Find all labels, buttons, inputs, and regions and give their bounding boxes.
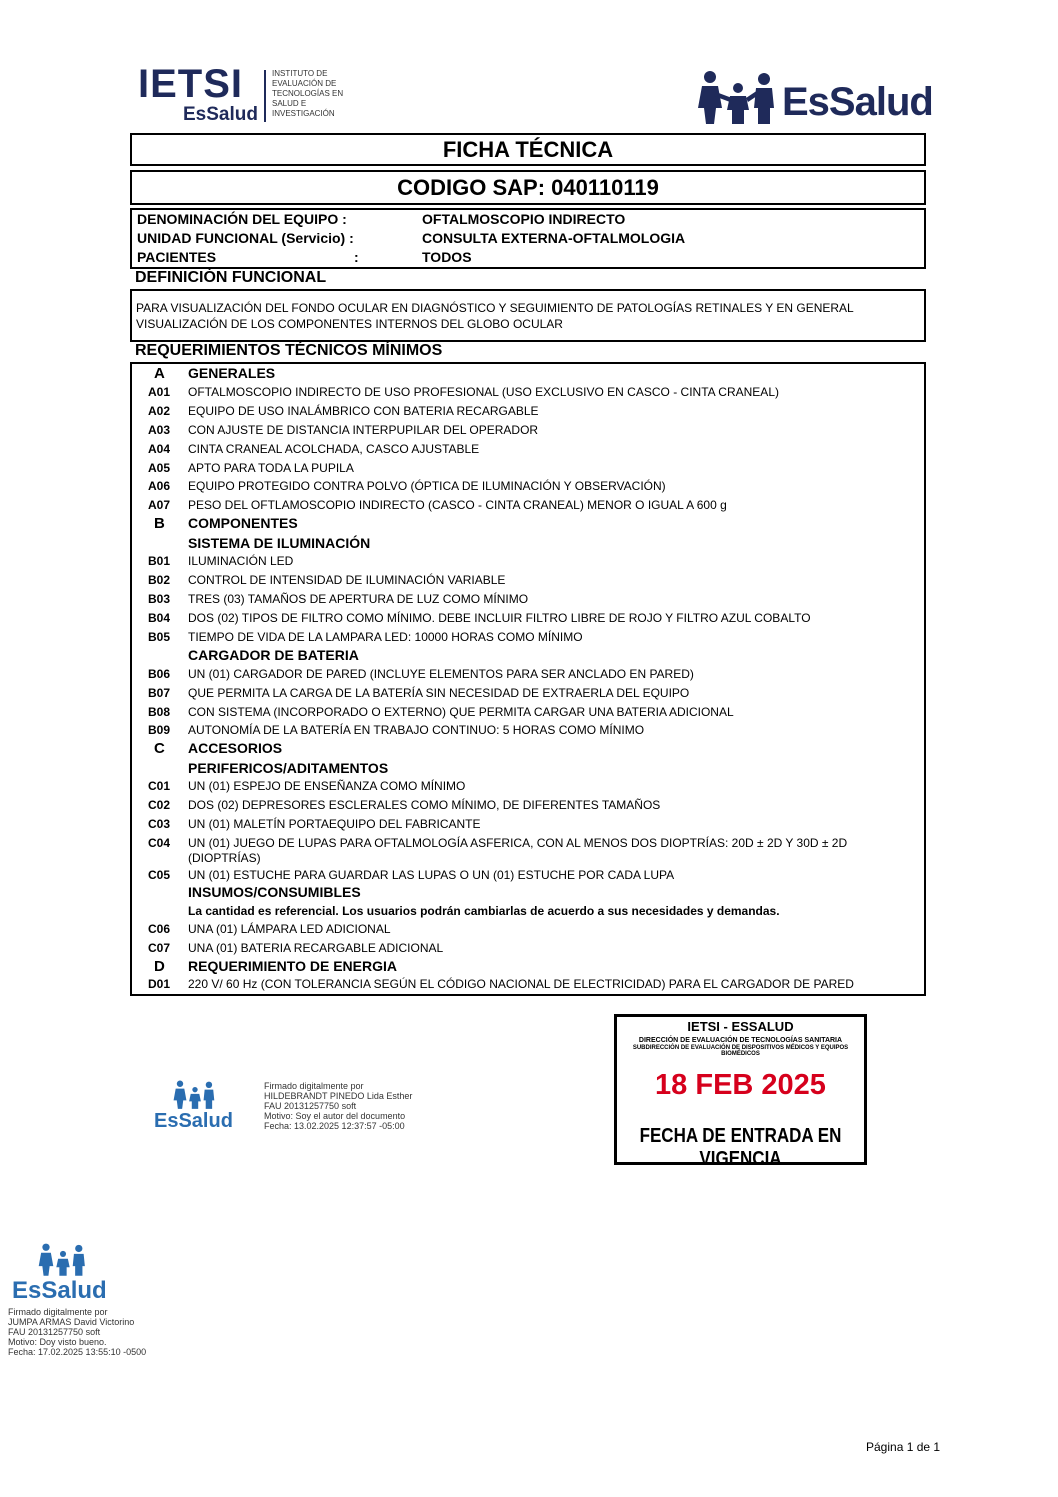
ietsi-logo-sub: EsSalud (183, 104, 258, 125)
signature-line: Fecha: 13.02.2025 12:37:57 -05:00 (264, 1121, 405, 1131)
signature-line: Fecha: 17.02.2025 13:55:10 -0500 (8, 1347, 147, 1357)
item-code: A06 (148, 479, 171, 493)
family-icon (36, 1243, 90, 1277)
item-text: UN (01) JUEGO DE LUPAS PARA OFTALMOLOGÍA ASFERICA, CON AL MENOS DOS DIOPTRÍAS: 20D ± 2D Y 30D ± 2D (188, 836, 848, 850)
item-text-continued: (DIOPTRÍAS) (188, 851, 261, 865)
section-letter: D (154, 958, 165, 975)
section-letter: C (154, 740, 165, 757)
item-code: A03 (148, 423, 171, 437)
essalud-logo-text: EsSalud (782, 80, 933, 124)
item-text: UN (01) CARGADOR DE PARED (INCLUYE ELEMENTOS PARA SER ANCLADO EN PARED) (188, 667, 694, 681)
section-title: ACCESORIOS (188, 740, 283, 756)
item-code: C03 (148, 817, 171, 831)
item-code: C05 (148, 868, 171, 882)
item-text: TIEMPO DE VIDA DE LA LAMPARA LED: 10000 HORAS COMO MÍNIMO (188, 630, 583, 644)
ietsi-logo (138, 62, 358, 126)
signature-line: HILDEBRANDT PINEDO Lida Esther (264, 1091, 413, 1101)
info-label: PACIENTES (137, 249, 217, 265)
requirements-box (130, 362, 926, 996)
subsection-title: CARGADOR DE BATERIA (188, 647, 359, 663)
section-title: GENERALES (188, 365, 276, 381)
signature2-logo-text: EsSalud (12, 1277, 107, 1304)
item-code: B04 (148, 611, 171, 625)
item-text: EQUIPO PROTEGIDO CONTRA POLVO (ÓPTICA DE ILUMINACIÓN Y OBSERVACIÓN) (188, 479, 666, 493)
requirements-heading: REQUERIMIENTOS TÉCNICOS MÍNIMOS (135, 342, 443, 359)
sap-code: CODIGO SAP: 040110119 (130, 170, 926, 205)
stamp-org: IETSI - ESSALUD (687, 1019, 794, 1034)
info-label: UNIDAD FUNCIONAL (Servicio) : (137, 230, 354, 246)
info-value: CONSULTA EXTERNA-OFTALMOLOGIA (422, 230, 686, 246)
item-code: B07 (148, 686, 171, 700)
family-icon (698, 70, 778, 126)
logo-divider (264, 70, 266, 122)
item-text: PESO DEL OFTLAMOSCOPIO INDIRECTO (CASCO - CINTA CRANEAL) MENOR O IGUAL A 600 g (188, 498, 727, 512)
definition-heading: DEFINICIÓN FUNCIONAL (135, 269, 327, 286)
signature-line: FAU 20131257750 soft (8, 1327, 101, 1337)
item-text: EQUIPO DE USO INALÁMBRICO CON BATERIA RECARGABLE (188, 404, 539, 418)
item-text: UN (01) MALETÍN PORTAEQUIPO DEL FABRICANTE (188, 817, 481, 831)
item-text: DOS (02) TIPOS DE FILTRO COMO MÍNIMO. DEBE INCLUIR FILTRO LIBRE DE ROJO Y FILTRO AZUL COBALTO (188, 611, 811, 625)
item-text: 220 V/ 60 Hz (CON TOLERANCIA SEGÚN EL CÓDIGO NACIONAL DE ELECTRICIDAD) PARA EL CARGADOR DE PARED (188, 977, 854, 991)
signature2-logo (12, 1243, 132, 1305)
family-icon (172, 1080, 218, 1110)
info-row (137, 229, 354, 248)
item-code: C07 (148, 941, 171, 955)
item-code: A02 (148, 404, 171, 418)
item-text: OFTALMOSCOPIO INDIRECTO DE USO PROFESIONAL (USO EXCLUSIVO EN CASCO - CINTA CRANEAL) (188, 385, 779, 399)
info-label: DENOMINACIÓN DEL EQUIPO : (137, 211, 347, 227)
definition-text: PARA VISUALIZACIÓN DEL FONDO OCULAR EN DIAGNÓSTICO Y SEGUIMIENTO DE PATOLOGÍAS RETINALES Y EN GENERAL VISUALIZACIÓN DE LOS COMPONENTES INTERNOS DEL GLOBO OCULAR (136, 301, 854, 331)
item-code: B05 (148, 630, 171, 644)
page-title: FICHA TÉCNICA (130, 133, 926, 166)
item-code: A07 (148, 498, 171, 512)
item-text: CONTROL DE INTENSIDAD DE ILUMINACIÓN VARIABLE (188, 573, 506, 587)
signature-line: FAU 20131257750 soft (264, 1101, 357, 1111)
section-letter: A (154, 365, 165, 382)
equipment-info (130, 208, 926, 269)
signature-line: JUMPA ARMAS David Victorino (8, 1317, 135, 1327)
ietsi-logo-text: IETSI (138, 62, 244, 106)
item-code: A01 (148, 385, 171, 399)
essalud-logo (698, 68, 933, 126)
section-title: REQUERIMIENTO DE ENERGIA (188, 958, 397, 974)
item-text: ILUMINACIÓN LED (188, 554, 294, 568)
stamp-subdirection: SUBDIRECCIÓN DE EVALUACIÓN DE DISPOSITIVOS MÉDICOS Y EQUIPOS BIOMÉDICOS (632, 1045, 849, 1057)
item-text: DOS (02) DEPRESORES ESCLERALES COMO MÍNIMO, DE DIFERENTES TAMAÑOS (188, 798, 661, 812)
item-code: A04 (148, 442, 171, 456)
definition-box (130, 289, 926, 342)
item-code: C01 (148, 779, 171, 793)
signature-line: Motivo: Soy el autor del documento (264, 1111, 406, 1121)
subsection-title: INSUMOS/CONSUMIBLES (188, 884, 361, 900)
item-text: UN (01) ESTUCHE PARA GUARDAR LAS LUPAS O UN (01) ESTUCHE POR CADA LUPA (188, 868, 675, 882)
item-code: B01 (148, 554, 171, 568)
info-row (137, 210, 347, 229)
item-code: B09 (148, 723, 171, 737)
validity-stamp (614, 1014, 867, 1170)
signature-line: Firmado digitalmente por (8, 1307, 108, 1317)
item-text: UNA (01) BATERIA RECARGABLE ADICIONAL (188, 941, 444, 955)
item-text: AUTONOMÍA DE LA BATERÍA EN TRABAJO CONTINUO: 5 HORAS COMO MÍNIMO (188, 723, 645, 737)
signature-line: Firmado digitalmente por (264, 1081, 364, 1091)
item-text: CON SISTEMA (INCORPORADO O EXTERNO) QUE PERMITA CARGAR UNA BATERIA ADICIONAL (188, 705, 734, 719)
signature-line: Motivo: Doy visto bueno. (8, 1337, 107, 1347)
item-text: UNA (01) LÁMPARA LED ADICIONAL (188, 922, 391, 936)
item-code: D01 (148, 977, 171, 991)
page-number: Página 1 de 1 (866, 1440, 941, 1454)
stamp-date: 18 FEB 2025 (655, 1069, 826, 1101)
item-text: APTO PARA TODA LA PUPILA (188, 461, 354, 475)
stamp-direction: DIRECCIÓN DE EVALUACIÓN DE TECNOLOGÍAS SANITARIA (638, 1037, 843, 1044)
item-code: C02 (148, 798, 171, 812)
item-code: B08 (148, 705, 171, 719)
item-text: UN (01) ESPEJO DE ENSEÑANZA COMO MÍNIMO (188, 779, 466, 793)
item-text: CON AJUSTE DE DISTANCIA INTERPUPILAR DEL OPERADOR (188, 423, 539, 437)
signature1-logo (152, 1080, 242, 1136)
subsection-title: PERIFERICOS/ADITAMENTOS (188, 760, 389, 776)
item-code: B03 (148, 592, 171, 606)
item-code: B06 (148, 667, 171, 681)
item-code: B02 (148, 573, 171, 587)
subsection-note: La cantidad es referencial. Los usuarios podrán cambiarlas de acuerdo a sus necesidades y demandas. (188, 904, 780, 918)
section-letter: B (154, 515, 165, 532)
info-colon: : (354, 249, 359, 265)
info-row (137, 248, 216, 267)
signature2-text (8, 1307, 146, 1357)
section-title: COMPONENTES (188, 515, 298, 531)
subsection-title: SISTEMA DE ILUMINACIÓN (188, 535, 371, 551)
signature1-logo-text: EsSalud (154, 1110, 233, 1132)
ietsi-institute-name: INSTITUTO DE EVALUACIÓN DE TECNOLOGÍAS EN SALUD E INVESTIGACIÓN (272, 69, 344, 118)
item-text: QUE PERMITA LA CARGA DE LA BATERÍA SIN NECESIDAD DE EXTRAERLA DEL EQUIPO (188, 686, 690, 700)
info-value: TODOS (422, 249, 472, 265)
item-text: CINTA CRANEAL ACOLCHADA, CASCO AJUSTABLE (188, 442, 480, 456)
signature1-text (264, 1081, 412, 1131)
item-code: C06 (148, 922, 171, 936)
item-code: A05 (148, 461, 171, 475)
item-code: C04 (148, 836, 171, 850)
item-text: TRES (03) TAMAÑOS DE APERTURA DE LUZ COMO MÍNIMO (188, 592, 529, 606)
stamp-caption: FECHA DE ENTRADA EN VIGENCIA (639, 1125, 842, 1170)
info-value: OFTALMOSCOPIO INDIRECTO (422, 211, 626, 227)
